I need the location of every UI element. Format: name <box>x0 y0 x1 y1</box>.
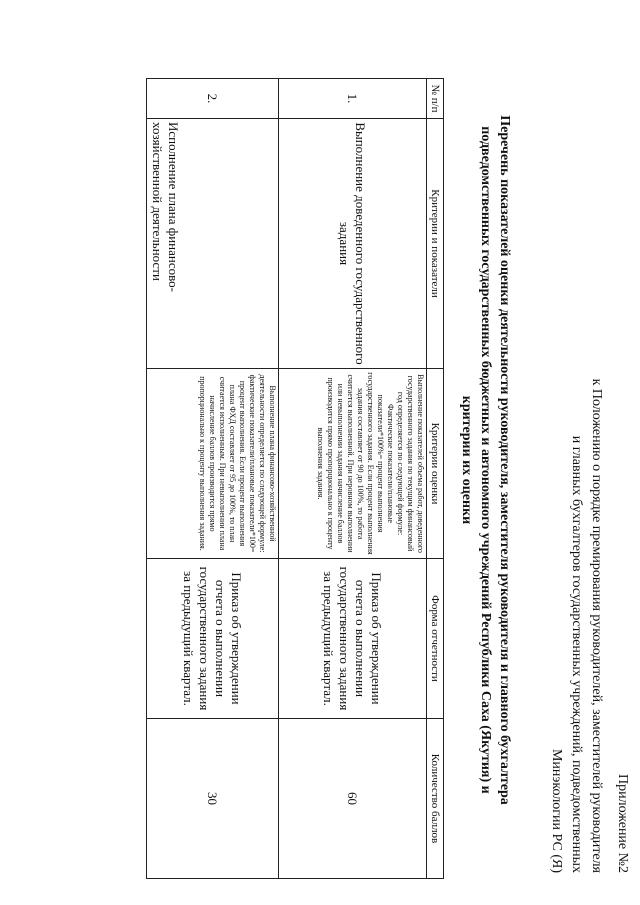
title-line-3: критерии их оценки <box>459 395 474 525</box>
row-1-report: Приказ об утверждении отчета о выполнении государственного задания за предыдущий квартал. <box>279 559 427 719</box>
appendix-label: Приложение №2 <box>615 774 630 873</box>
title-line-2: подведомственных государственных бюджетных и автономного учреждений Республики Саха (Якутия) и <box>478 126 493 794</box>
header-line-3: Минэкологии РС (Я) <box>549 748 564 873</box>
title-line-1: Перечень показателей оценки деятельности руководителя, заместителя руководителя и главного бухгалтера <box>497 115 512 805</box>
document-title <box>457 60 514 860</box>
header-points: Количество баллов <box>427 719 444 879</box>
row-1-assessment: Выполнение показателей объема работ, доведенного государственного задания по текущим финансовый год определяется по следующей формуле: Фактические показатели/плановые показатели*100%= процент выполнения государственного задания. Если процент выполнения задания составляет от 90 до 100%, то работа считается выполненной. При неровном выполнении или невыполнении задания начисление баллов производится прямо пропорционально к проценту выполнения задания. <box>279 369 427 559</box>
header-criteria: Критерии и показатели <box>427 119 444 369</box>
row-1-points: 60 <box>279 719 427 879</box>
criteria-table <box>146 78 444 879</box>
header-line-1: к Положению о порядке премирования руководителей, заместителей руководителя <box>589 378 604 873</box>
header-line-2: и главных бухгалтеров государственных учреждений, подведомственных <box>569 435 584 873</box>
table-row <box>279 79 427 879</box>
row-2-criteria: Исполнение плана финансово-хозяйственной деятельности <box>147 119 279 369</box>
row-2-num: 2. <box>147 79 279 119</box>
header-num: № п/п <box>427 79 444 119</box>
row-1-num: 1. <box>279 79 427 119</box>
table-row <box>147 79 279 879</box>
table-header-row <box>427 79 444 879</box>
row-1-criteria: Выполнение доведенного государственного задания <box>279 119 427 369</box>
header-report: Форма отчетности <box>427 559 444 719</box>
header-assessment: Критерии оценки <box>427 369 444 559</box>
row-2-points: 30 <box>147 719 279 879</box>
row-2-report: Приказ об утверждении отчета о выполнении государственного задания за предыдущий квартал. <box>147 559 279 719</box>
row-2-assessment: Выполнение плана финансово-хозяйственной деятельности определяется по следующей формуле: фактические показатели/плановые показатели*100= процент выполнения. Если процент выполнения плана ФХД составляет от 95 до 100%, то план считается исполненным. При невыполнении плана начисление баллов производится прямо пропорционально к проценту выполнения задания. <box>147 369 279 559</box>
